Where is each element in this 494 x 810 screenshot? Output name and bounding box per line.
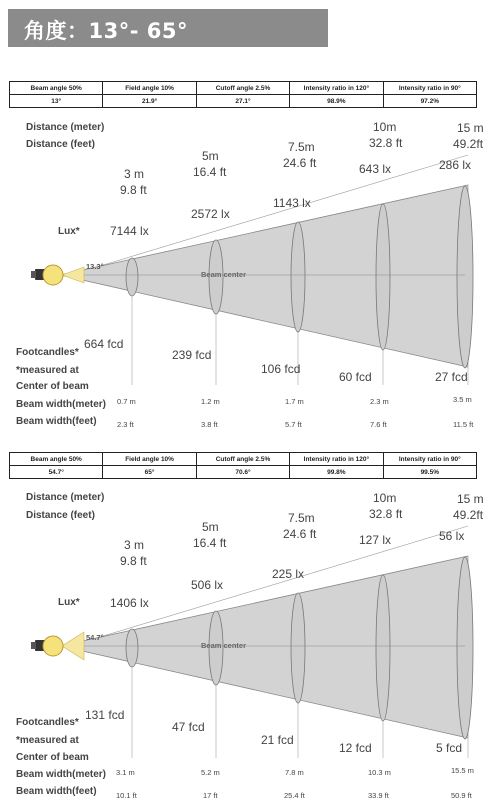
beam-width-feet-label: Beam width(feet) (16, 416, 97, 427)
lux-value: 2572 lx (191, 207, 230, 221)
measured-at-label: *measured at (16, 365, 79, 376)
distance-meter-value: 7.5m (288, 140, 315, 154)
beam-cross-section (291, 593, 305, 703)
beam-width-meter-value: 2.3 m (370, 397, 389, 406)
lux-label: Lux* (58, 226, 80, 237)
distance-feet-value: 16.4 ft (193, 165, 227, 179)
distance-meter-label: Distance (meter) (26, 122, 105, 133)
lux-value: 56 lx (439, 529, 465, 543)
beam-width-meter-value: 0.7 m (117, 397, 136, 406)
lux-value: 7144 lx (110, 224, 149, 238)
beam-width-feet-value: 7.6 ft (370, 420, 387, 429)
fixture-connector (31, 642, 36, 649)
spec-header-cell: Beam angle 50% (10, 453, 103, 466)
spec-value-cell: 21.9° (103, 95, 196, 108)
lux-value: 643 lx (359, 162, 392, 176)
beam-width-meter-value: 3.1 m (116, 768, 135, 777)
distance-feet-value: 32.8 ft (369, 507, 403, 521)
lux-value: 286 lx (439, 158, 472, 172)
beam-angle-label: 13.3° (86, 262, 104, 271)
footcandle-value: 60 fcd (339, 370, 372, 384)
beam-width-meter-value: 5.2 m (201, 768, 220, 777)
lux-label: Lux* (58, 597, 80, 608)
distance-feet-label: Distance (feet) (26, 139, 95, 150)
beam-width-meter-label: Beam width(meter) (16, 399, 107, 410)
spec-header-cell: Cutoff angle 2.5% (196, 453, 289, 466)
distance-feet-value: 24.6 ft (283, 156, 317, 170)
footcandle-value: 106 fcd (261, 362, 301, 376)
spec-header-cell: Field angle 10% (103, 82, 196, 95)
distance-feet-value: 32.8 ft (369, 136, 403, 150)
beam-center-label: Beam center (201, 270, 247, 279)
distance-feet-value: 9.8 ft (120, 183, 147, 197)
footcandle-value: 239 fcd (172, 348, 212, 362)
center-of-beam-label: Center of beam (16, 381, 89, 392)
beam-angle-wedge (62, 632, 84, 660)
footcandle-value: 47 fcd (172, 720, 205, 734)
beam-cross-section (126, 629, 138, 667)
lux-value: 225 lx (272, 567, 305, 581)
spec-value-cell: 13° (10, 95, 103, 108)
distance-meter-value: 15 m (457, 492, 484, 506)
beam-width-meter-value: 7.8 m (285, 768, 304, 777)
light-fixture-icon (43, 636, 63, 656)
distance-feet-value: 24.6 ft (283, 527, 317, 541)
measured-at-label: *measured at (16, 735, 79, 746)
beam-cross-section (457, 557, 473, 739)
beam-width-feet-value: 33.9 ft (368, 791, 389, 800)
beam-width-feet-value: 17 ft (203, 791, 218, 800)
spec-header-cell: Intensity ratio in 90° (383, 82, 476, 95)
footcandles-label: Footcandles* (16, 717, 79, 728)
distance-feet-value: 49.2ft (453, 137, 484, 151)
spec-header-cell: Field angle 10% (103, 453, 196, 466)
spec-value-cell: 54.7° (10, 466, 103, 479)
lux-value: 127 lx (359, 533, 392, 547)
center-of-beam-label: Center of beam (16, 752, 89, 763)
lux-value: 1406 lx (110, 596, 149, 610)
beam-width-feet-value: 25.4 ft (284, 791, 305, 800)
distance-feet-label: Distance (feet) (26, 510, 95, 521)
distance-feet-value: 9.8 ft (120, 554, 147, 568)
footcandle-value: 12 fcd (339, 741, 372, 755)
spec-value-cell: 65° (103, 466, 196, 479)
distance-meter-value: 5m (202, 149, 219, 163)
beam-width-meter-value: 3.5 m (453, 395, 472, 404)
beam-width-meter-value: 1.2 m (201, 397, 220, 406)
footcandle-value: 664 fcd (84, 337, 124, 351)
page-title: 角度：13°- 65° (24, 19, 188, 43)
footcandle-value: 131 fcd (85, 708, 125, 722)
beam-width-feet-value: 5.7 ft (285, 420, 302, 429)
spec-value-cell: 99.8% (290, 466, 383, 479)
beam-width-feet-label: Beam width(feet) (16, 786, 97, 797)
footcandle-value: 5 fcd (436, 741, 463, 755)
spec-header-cell: Intensity ratio in 120° (290, 453, 383, 466)
distance-meter-value: 3 m (124, 167, 145, 181)
distance-meter-value: 15 m (457, 121, 484, 135)
spec-value-cell: 27.1° (196, 95, 289, 108)
distance-meter-value: 10m (373, 491, 397, 505)
footcandles-label: Footcandles* (16, 347, 79, 358)
spec-header-cell: Intensity ratio in 90° (383, 453, 476, 466)
beam-cross-section (376, 575, 390, 721)
spec-header-cell: Beam angle 50% (10, 82, 103, 95)
beam-angle-label: 54.7° (86, 633, 104, 642)
distance-meter-value: 10m (373, 120, 397, 134)
footcandle-value: 27 fcd (435, 370, 468, 384)
beam-width-feet-value: 3.8 ft (201, 420, 218, 429)
beam-width-feet-value: 2.3 ft (117, 420, 134, 429)
lux-value: 1143 lx (273, 196, 311, 210)
beam-width-meter-value: 10.3 m (368, 768, 391, 777)
spec-value-cell: 97.2% (383, 95, 476, 108)
distance-meter-label: Distance (meter) (26, 492, 105, 503)
distance-meter-value: 5m (202, 520, 219, 534)
distance-meter-value: 7.5m (288, 511, 315, 525)
beam-width-feet-value: 50.9 ft (451, 791, 472, 800)
spec-header-cell: Cutoff angle 2.5% (196, 82, 289, 95)
beam-width-feet-value: 11.5 ft (453, 420, 474, 429)
distance-feet-value: 16.4 ft (193, 536, 227, 550)
beam-width-feet-value: 10.1 ft (116, 791, 137, 800)
distance-feet-value: 49.2ft (453, 508, 484, 522)
beam-width-meter-value: 1.7 m (285, 397, 304, 406)
spec-value-cell: 70.6° (196, 466, 289, 479)
spec-header-cell: Intensity ratio in 120° (290, 82, 383, 95)
spec-value-cell: 99.5% (383, 466, 476, 479)
lux-value: 506 lx (191, 578, 224, 592)
beam-width-meter-value: 15.5 m (451, 766, 474, 775)
distance-meter-value: 3 m (124, 538, 145, 552)
beam-center-label: Beam center (201, 641, 247, 650)
footcandle-value: 21 fcd (261, 733, 294, 747)
spec-value-cell: 98.9% (290, 95, 383, 108)
beam-width-meter-label: Beam width(meter) (16, 769, 107, 780)
